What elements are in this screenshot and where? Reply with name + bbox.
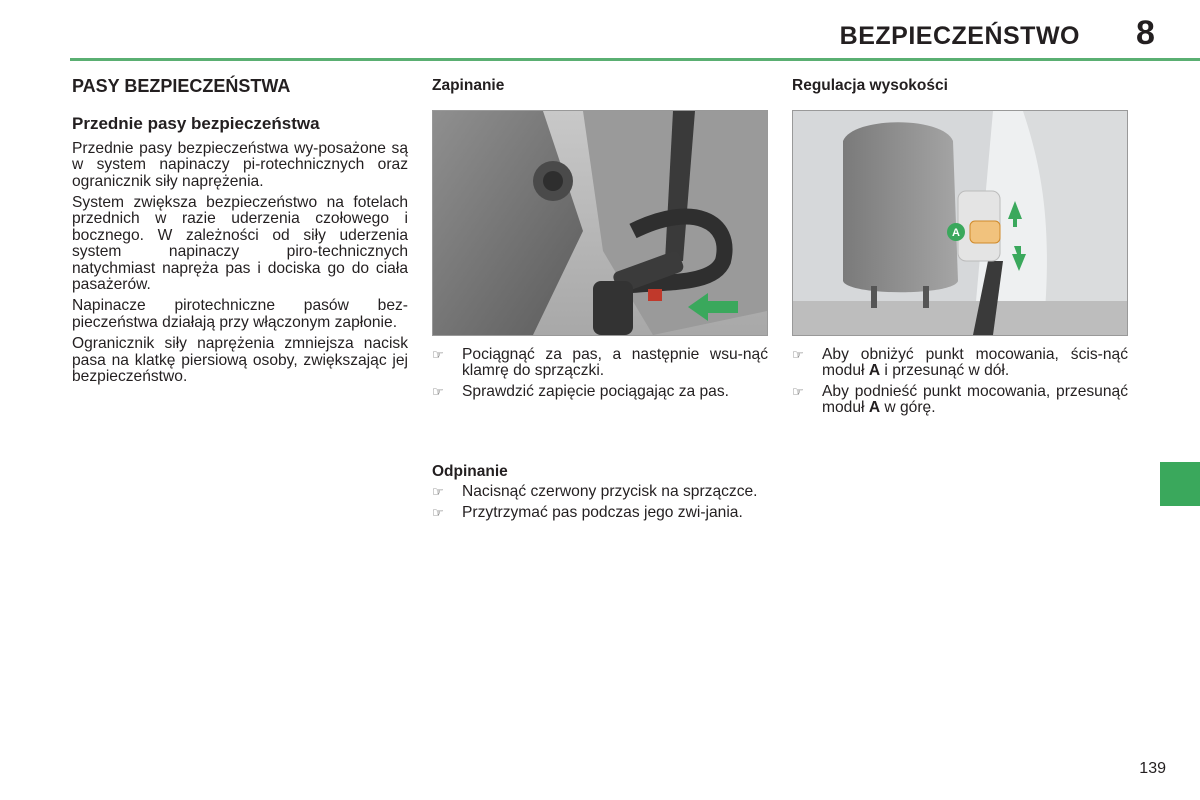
column-buckling (432, 76, 768, 94)
belt-height-adjuster-illustration (792, 110, 1128, 336)
pointing-hand-icon: ☞ (792, 347, 804, 362)
seatbelt-buckle-illustration (432, 110, 768, 336)
pointing-hand-icon: ☞ (432, 347, 444, 362)
buckling-heading: Zapinanie (432, 77, 505, 94)
pointing-hand-icon: ☞ (432, 484, 444, 500)
unbuckling-heading: Odpinanie (432, 463, 508, 480)
buckling-steps (432, 347, 768, 404)
height-adjust-steps (792, 347, 1128, 421)
pointing-hand-icon: ☞ (432, 504, 444, 520)
height-adjust-heading: Regulacja wysokości (792, 77, 948, 94)
subsection-title: Przednie pasy bezpieczeństwa (72, 114, 320, 134)
column-seatbelts-intro (72, 76, 408, 391)
chapter-tab (1160, 462, 1200, 506)
list-item: ☞ Pociągnąć za pas, a następnie wsu-nąć klamrę do sprzączki. (432, 346, 768, 380)
list-item: ☞ Nacisnąć czerwony przycisk na sprzączce. (432, 483, 758, 501)
chapter-number: 8 (1136, 14, 1155, 52)
chapter-title: BEZPIECZEŃSTWO (839, 22, 1080, 50)
column-height-adjust (792, 76, 1129, 94)
unbuckling-block (432, 462, 768, 525)
pointing-hand-icon: ☞ (792, 383, 804, 399)
paragraph: Ogranicznik siły naprężenia zmniejsza nacisk pasa na klatkę piersiową osoby, zwiększając jej bezpieczeństwo. (72, 335, 408, 386)
pointing-hand-icon: ☞ (432, 383, 444, 399)
list-item: ☞ Aby podnieść punkt mocowania, przesunąć moduł A w górę. (792, 382, 1128, 417)
module-label: A (952, 227, 960, 239)
list-item: ☞ Przytrzymać pas podczas jego zwi-jania. (432, 503, 743, 521)
paragraph: Przednie pasy bezpieczeństwa wy-posażone są w system napinaczy pi-rotechnicznych oraz ogranicznik siły naprężenia. (72, 139, 408, 190)
page-number: 139 (1139, 760, 1166, 777)
paragraph: System zwiększa bezpieczeństwo na fotelach przednich w razie uderzenia czołowego i bocznego. W zależności od siły uderzenia system napinaczy piro-technicznych natychmiast napręża pas i dociska go do ciała pasażerów. (72, 194, 408, 294)
list-item: ☞ Sprawdzić zapięcie pociągając za pas. (432, 382, 729, 400)
section-title: PASY BEZPIECZEŃSTWA (72, 76, 291, 96)
header-divider (70, 58, 1200, 61)
paragraph: Napinacze pirotechniczne pasów bez-pieczeństwa działają przy włączonym zapłonie. (72, 297, 408, 331)
list-item: ☞ Aby obniżyć punkt mocowania, ścis-nąć moduł A i przesunąć w dół. (792, 346, 1128, 380)
